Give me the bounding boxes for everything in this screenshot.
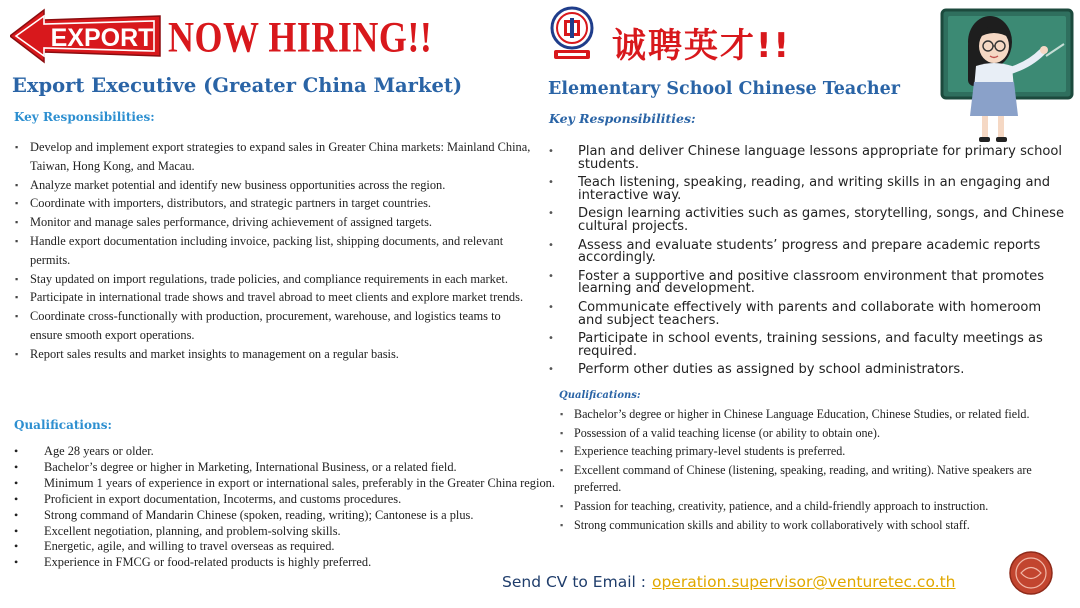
list-item: • Proficient in export documentation, Incoterms, and customs procedures.: [14, 492, 562, 508]
teacher-chalkboard-illustration: [938, 4, 1080, 144]
chinese-hiring-heading: 诚聘英才!!: [612, 26, 792, 66]
list-item: • Excellent negotiation, planning, and problem-solving skills.: [14, 524, 562, 540]
export-qualifications-list: [14, 444, 562, 571]
list-item: • Bachelor’s degree or higher in Marketing, International Business, or a related field.: [14, 460, 562, 476]
list-item: ▪ Possession of a valid teaching license (or ability to obtain one).: [558, 425, 1068, 443]
list-item: ▪ Experience teaching primary-level students is preferred.: [558, 443, 1068, 461]
teacher-responsibilities-heading: Key Responsibilities:: [549, 111, 696, 126]
list-item: ▪ Bachelor’s degree or higher in Chinese Language Education, Chinese Studies, or related field.: [558, 406, 1068, 424]
send-cv-line: [502, 573, 956, 591]
export-qualifications-heading: Qualifications:: [14, 418, 112, 432]
send-cv-label: Send CV to Email :: [502, 573, 646, 591]
export-job-title: Export Executive (Greater China Market): [12, 74, 463, 97]
list-item: • Teach listening, speaking, reading, and writing skills in an engaging and interactive way.: [548, 177, 1068, 202]
email-link[interactable]: operation.supervisor@venturetec.co.th: [651, 573, 956, 591]
list-item: • Perform other duties as assigned by school administrators.: [548, 364, 1068, 377]
list-item: • Design learning activities such as games, storytelling, songs, and Chinese cultural projects.: [548, 208, 1068, 233]
export-arrow-badge: [10, 8, 162, 64]
export-badge-text: EXPORT: [50, 24, 154, 52]
list-item: • Age 28 years or older.: [14, 444, 562, 460]
teacher-responsibilities-list: [548, 146, 1068, 383]
now-hiring-heading: NOW HIRING!!: [168, 13, 433, 62]
teacher-job-title: Elementary School Chinese Teacher: [548, 79, 900, 99]
list-item: ▪ Stay updated on import regulations, trade policies, and compliance requirements in each market.: [14, 270, 534, 289]
list-item: ▪ Participate in international trade shows and travel abroad to meet clients and explore market trends.: [14, 288, 534, 307]
list-item: • Communicate effectively with parents and collaborate with homeroom and subject teachers.: [548, 302, 1068, 327]
list-item: • Experience in FMCG or food-related products is highly preferred.: [14, 555, 562, 571]
list-item: ▪ Coordinate cross-functionally with production, procurement, warehouse, and logistics teams to ensure smooth export operations.: [14, 307, 534, 345]
list-item: • Foster a supportive and positive classroom environment that promotes learning and development.: [548, 271, 1068, 296]
list-item: • Participate in school events, training sessions, and faculty meetings as required.: [548, 333, 1068, 358]
export-responsibilities-heading: Key Responsibilities:: [14, 110, 155, 124]
list-item: ▪ Strong communication skills and ability to work collaboratively with school staff.: [558, 517, 1068, 535]
list-item: ▪ Passion for teaching, creativity, patience, and a child-friendly approach to instruction.: [558, 498, 1068, 516]
list-item: ▪ Handle export documentation including invoice, packing list, shipping documents, and relevant permits.: [14, 232, 534, 270]
list-item: • Energetic, agile, and willing to travel overseas as required.: [14, 539, 562, 555]
list-item: • Strong command of Mandarin Chinese (spoken, reading, writing); Cantonese is a plus.: [14, 508, 562, 524]
list-item: • Plan and deliver Chinese language lessons appropriate for primary school students.: [548, 146, 1068, 171]
list-item: • Minimum 1 years of experience in export or international sales, preferably in the Greater China region.: [14, 476, 562, 492]
list-item: ▪ Monitor and manage sales performance, driving achievement of assigned targets.: [14, 213, 534, 232]
list-item: ▪ Coordinate with importers, distributors, and strategic partners in target countries.: [14, 194, 534, 213]
list-item: ▪ Excellent command of Chinese (listening, speaking, reading, and writing). Native speakers are preferred.: [558, 462, 1068, 497]
export-responsibilities-list: [14, 138, 534, 364]
list-item: ▪ Report sales results and market insights to management on a regular basis.: [14, 345, 534, 364]
list-item: • Assess and evaluate students’ progress and prepare academic reports accordingly.: [548, 240, 1068, 265]
teacher-qualifications-list: [558, 406, 1068, 535]
school-crest-icon: [548, 6, 596, 62]
teacher-qualifications-heading: Qualifications:: [559, 390, 641, 401]
list-item: ▪ Develop and implement export strategies to expand sales in Greater China markets: Mainland China, Taiwan, Hong Kong, and Macau.: [14, 138, 534, 176]
company-logo-icon: [1008, 550, 1054, 596]
list-item: ▪ Analyze market potential and identify new business opportunities across the region.: [14, 176, 534, 195]
